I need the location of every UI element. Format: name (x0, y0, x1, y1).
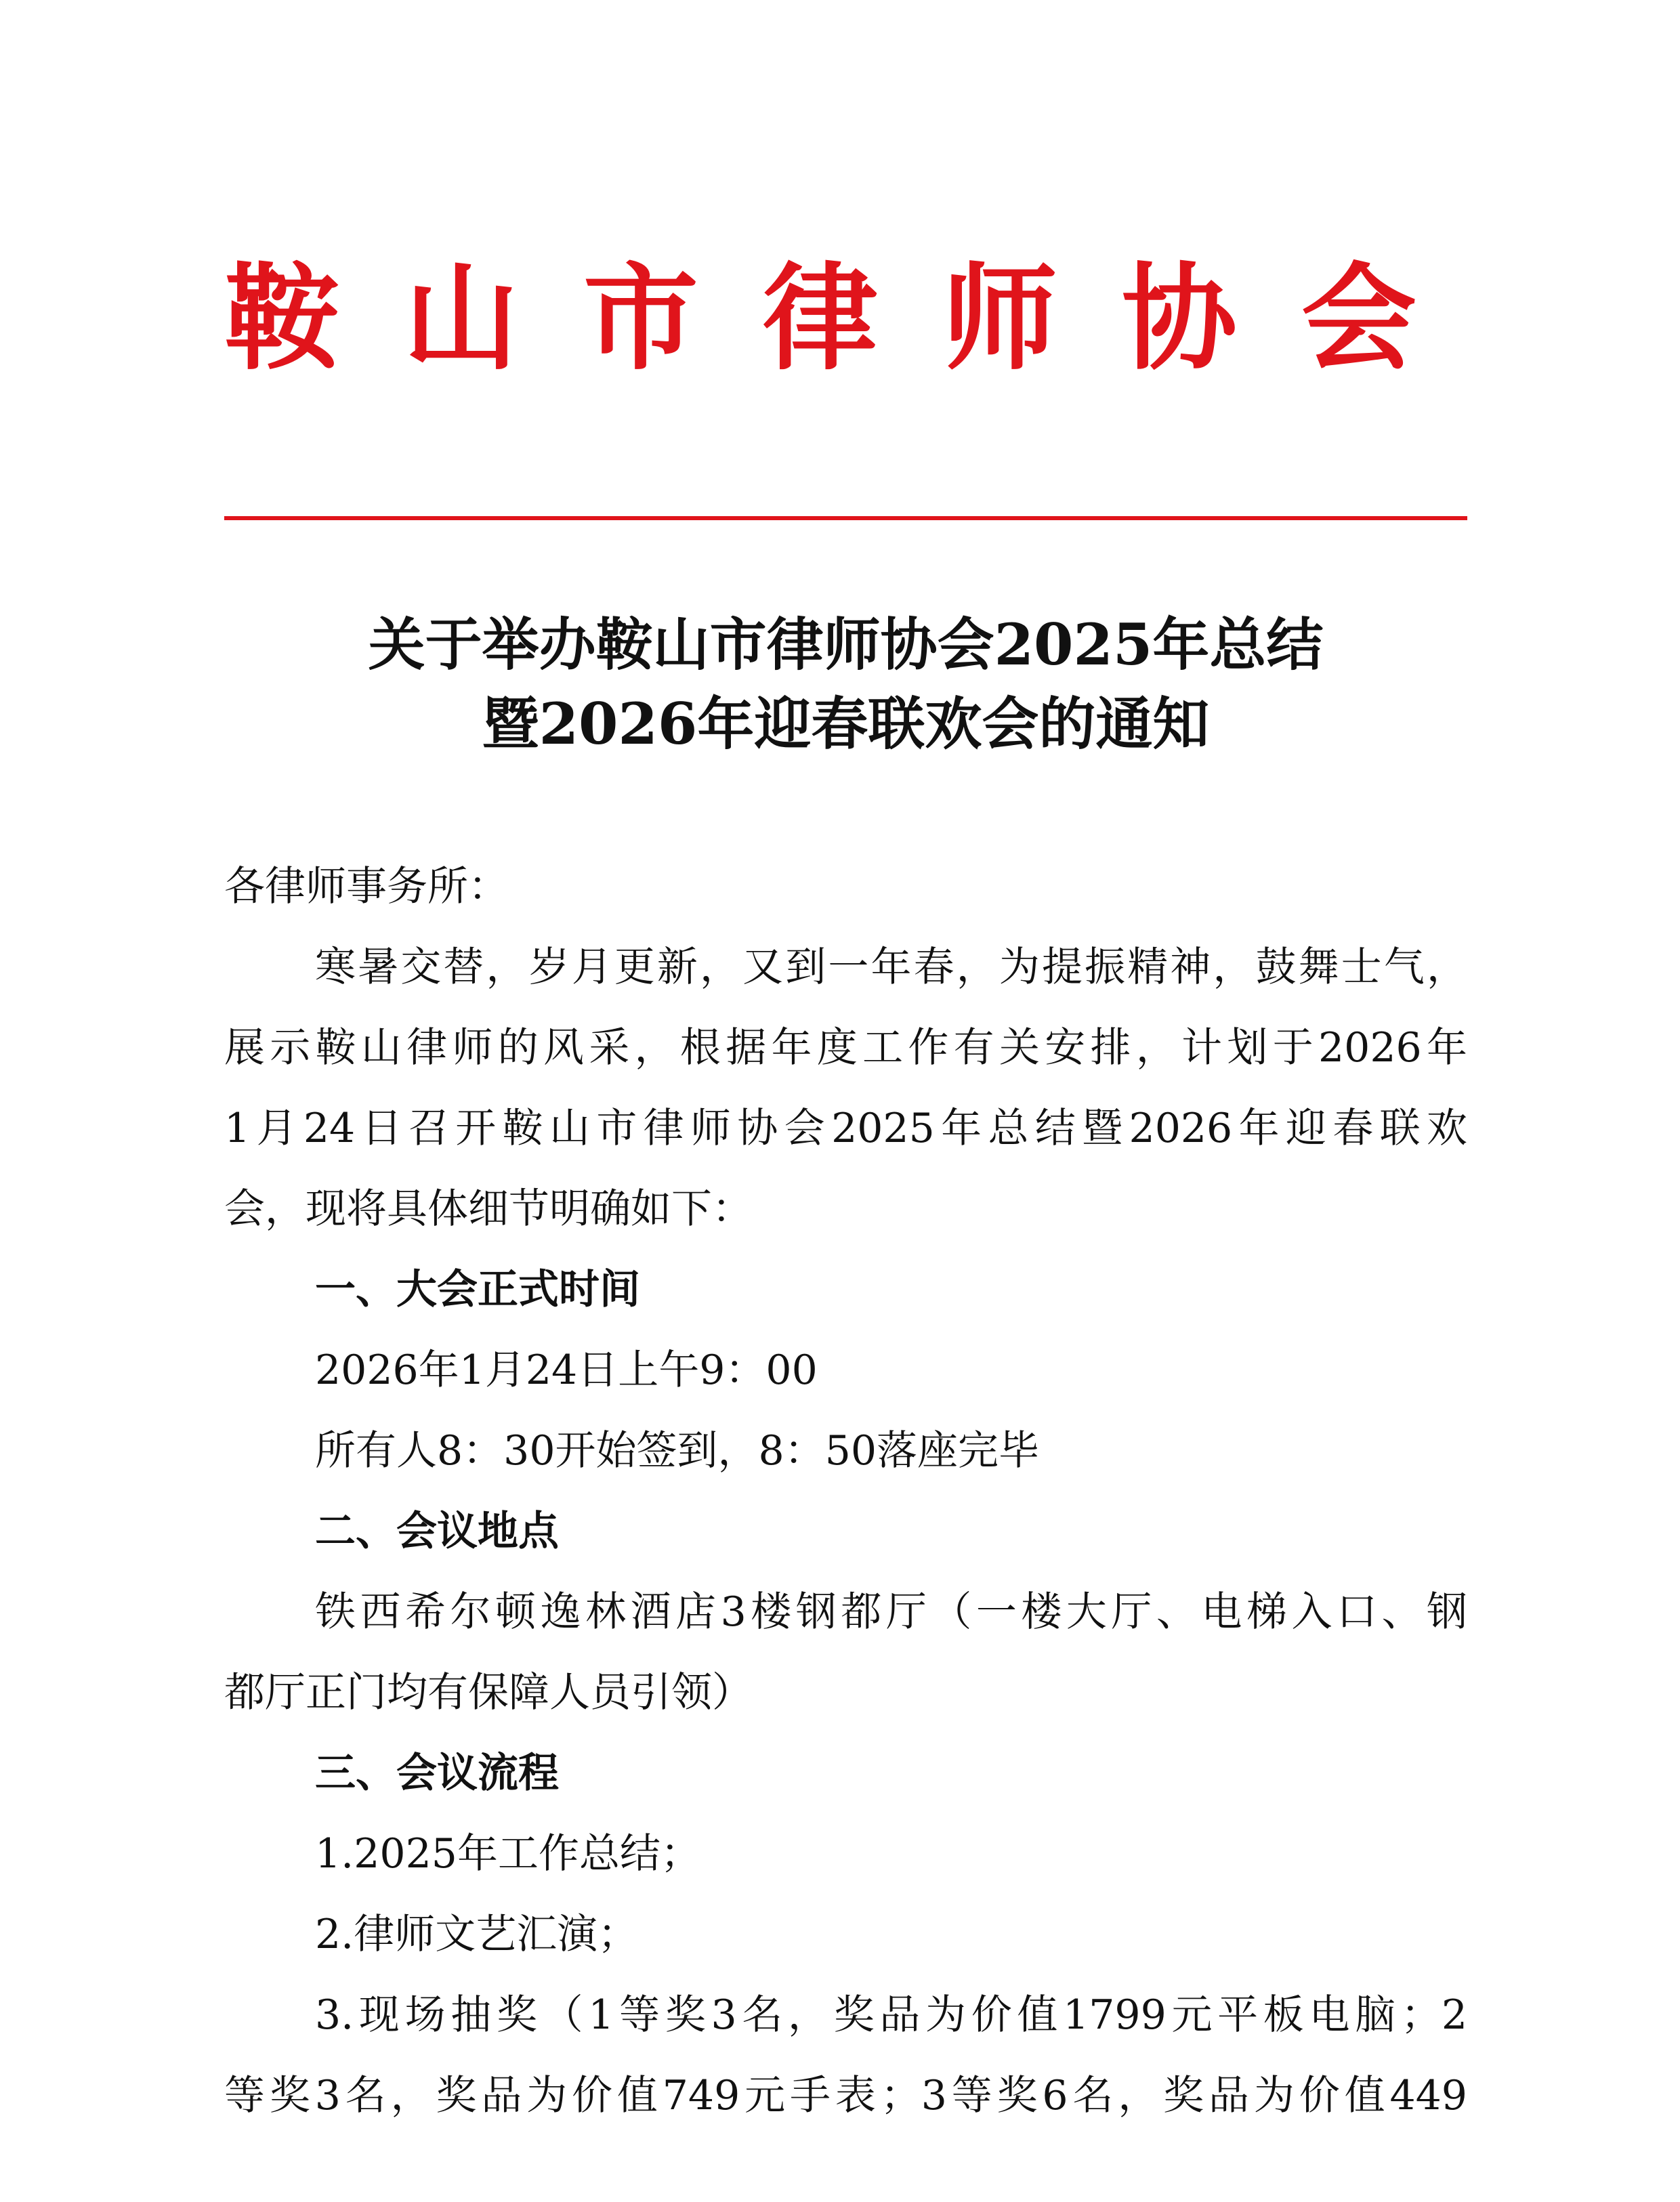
section-heading-location: 二、会议地点 (315, 1508, 559, 1555)
section-heading-agenda: 三、会议流程 (315, 1750, 559, 1797)
org-char: 鞍 (224, 251, 340, 386)
intro-line: 1月24日召开鞍山市律师协会2025年总结暨2026年迎春联欢 (224, 1105, 1467, 1152)
agenda-item-lottery: 3.现场抽奖（1等奖3名，奖品为价值1799元平板电脑；2 (315, 1991, 1467, 2039)
meeting-time: 2026年1月24日上午9：00 (315, 1347, 818, 1394)
intro-line: 会，现将具体细节明确如下： (224, 1185, 753, 1233)
document-title-line-1: 关于举办鞍山市律师协会2025年总结 (368, 611, 1324, 678)
red-divider (224, 516, 1467, 520)
signin-time: 所有人8：30开始签到，8：50落座完毕 (315, 1427, 1040, 1475)
org-char: 协 (1121, 251, 1237, 386)
location-line: 铁西希尔顿逸林酒店3楼钢都厅（一楼大厅、电梯入口、钢 (315, 1588, 1467, 1636)
agenda-item: 2.律师文艺汇演； (315, 1911, 639, 1958)
location-line: 都厅正门均有保障人员引领） (224, 1669, 753, 1716)
org-char: 市 (583, 251, 698, 386)
org-char: 会 (1301, 251, 1416, 386)
agenda-item: 1.2025年工作总结； (315, 1830, 701, 1878)
org-char: 师 (942, 251, 1057, 386)
document-title-line-2: 暨2026年迎春联欢会的通知 (482, 690, 1210, 757)
intro-line: 展示鞍山律师的风采，根据年度工作有关安排，计划于2026年 (224, 1024, 1467, 1072)
salutation: 各律师事务所： (224, 863, 509, 910)
organization-name-header (224, 251, 1416, 386)
agenda-item-lottery: 等奖3名，奖品为价值749元手表；3等奖6名，奖品为价值449 (224, 2072, 1467, 2119)
org-char: 律 (762, 251, 878, 386)
document-body (224, 847, 1467, 2136)
section-heading-time: 一、大会正式时间 (315, 1266, 640, 1313)
intro-line: 寒暑交替，岁月更新，又到一年春，为提振精神，鼓舞士气， (315, 944, 1467, 991)
org-char: 山 (403, 251, 519, 386)
